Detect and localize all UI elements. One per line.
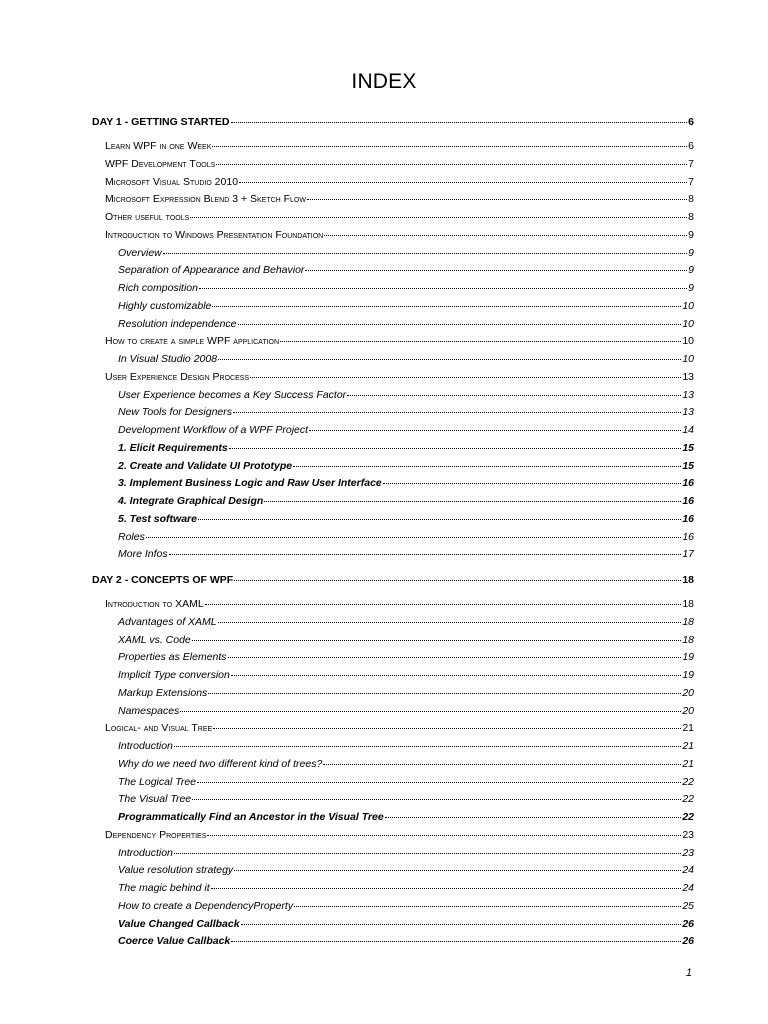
- toc-subsection-entry[interactable]: [118, 317, 694, 331]
- toc-entry-page-number: 10: [682, 317, 694, 330]
- dot-leader: [180, 711, 681, 712]
- toc-entry-label: Resolution independence: [118, 317, 237, 330]
- dot-leader: [231, 675, 681, 676]
- toc-subsection-entry[interactable]: [118, 881, 694, 895]
- toc-entry-page-number: 9: [688, 228, 694, 241]
- toc-entry-page-number: 22: [682, 775, 694, 788]
- toc-subsection-entry[interactable]: [118, 704, 694, 718]
- toc-entry-label: Advantages of XAML: [118, 615, 217, 628]
- toc-entry-label: Value resolution strategy: [118, 864, 234, 877]
- page-title: INDEX: [351, 70, 417, 93]
- toc-entry-label: 4. Integrate Graphical Design: [118, 495, 264, 507]
- toc-entry-label: Microsoft Expression Blend 3 + Sketch Flow: [105, 193, 306, 206]
- toc-entry-page-number: 21: [682, 722, 694, 735]
- dot-leader: [212, 306, 681, 307]
- toc-entry-label: XAML vs. Code: [118, 633, 191, 646]
- dot-leader: [218, 622, 682, 623]
- dot-leader: [207, 835, 681, 836]
- dot-leader: [234, 580, 681, 581]
- toc-entry-label: The Visual Tree: [118, 793, 192, 806]
- toc-entry-page-number: 6: [688, 116, 694, 128]
- dot-leader: [307, 199, 687, 200]
- dot-leader: [198, 519, 681, 520]
- toc-entry-page-number: 24: [682, 864, 694, 877]
- dot-leader: [293, 466, 681, 467]
- toc-entry-page-number: 7: [688, 157, 694, 170]
- toc-subsection-entry[interactable]: [118, 633, 694, 647]
- toc-entry-page-number: 9: [688, 282, 694, 294]
- footer-page-number: 1: [685, 967, 692, 979]
- toc-entry-label: Development Workflow of a WPF Project: [118, 424, 309, 436]
- dot-leader: [264, 501, 681, 502]
- toc-entry-page-number: 9: [688, 264, 694, 277]
- toc-subsection-entry[interactable]: [118, 775, 694, 789]
- toc-entry-page-number: 15: [682, 459, 694, 472]
- toc-entry-label: Separation of Appearance and Behavior: [118, 264, 305, 277]
- toc-section-entry[interactable]: [105, 370, 694, 384]
- dot-leader: [197, 782, 681, 783]
- toc-entry-page-number: 8: [688, 211, 694, 223]
- dot-leader: [205, 604, 682, 605]
- toc-subsection-entry[interactable]: [118, 686, 694, 700]
- toc-subsection-entry[interactable]: [118, 423, 694, 437]
- toc-entry-page-number: 23: [682, 846, 694, 859]
- toc-subsection-entry[interactable]: [118, 459, 694, 473]
- toc-entry-page-number: 18: [682, 574, 694, 586]
- toc-subsection-entry[interactable]: [118, 739, 694, 753]
- dot-leader: [305, 270, 687, 271]
- toc-entry-label: Introduction: [118, 846, 173, 859]
- toc-entry-label: The magic behind it: [118, 882, 210, 894]
- toc-entry-label: Coerce Value Callback: [118, 935, 231, 948]
- dot-leader: [174, 746, 681, 747]
- toc-entry-label: New Tools for Designers: [118, 406, 232, 419]
- toc-entry-label: Dependency Properties: [105, 828, 207, 841]
- dot-leader: [231, 122, 688, 123]
- toc-section-entry[interactable]: [105, 721, 694, 735]
- toc-entry-page-number: 10: [682, 299, 694, 312]
- dot-leader: [383, 483, 682, 484]
- toc-entry-label: User Experience Design Process: [105, 370, 250, 383]
- toc-entry-label: Logical- and Visual Tree: [105, 722, 213, 735]
- toc-subsection-entry[interactable]: [118, 263, 694, 277]
- toc-subsection-entry[interactable]: [118, 934, 694, 948]
- toc-entry-page-number: 22: [682, 793, 694, 806]
- toc-entry-page-number: 16: [682, 477, 694, 490]
- toc-entry-page-number: 20: [682, 686, 694, 699]
- toc-subsection-entry[interactable]: [118, 757, 694, 771]
- toc-subsection-entry[interactable]: [118, 792, 694, 806]
- toc-section-entry[interactable]: [105, 139, 694, 153]
- dot-leader: [233, 412, 681, 413]
- toc-subsection-entry[interactable]: [118, 668, 694, 682]
- toc-entry-page-number: 10: [682, 335, 694, 348]
- toc-entry-page-number: 7: [688, 175, 694, 188]
- dot-leader: [324, 235, 687, 236]
- dot-leader: [216, 164, 687, 165]
- toc-subsection-entry[interactable]: [118, 476, 694, 490]
- toc-entry-page-number: 17: [682, 548, 694, 561]
- toc-entry-page-number: 24: [682, 882, 694, 894]
- toc-entry-label: Roles: [118, 530, 145, 543]
- toc-entry-label: Rich composition: [118, 282, 198, 294]
- toc-section-entry[interactable]: [105, 828, 694, 842]
- toc-entry-label: Introduction to XAML: [105, 598, 204, 610]
- toc-subsection-entry[interactable]: [118, 281, 694, 295]
- toc-entry-page-number: 19: [682, 669, 694, 681]
- dot-leader: [218, 359, 681, 360]
- dot-leader: [239, 182, 687, 183]
- dot-leader: [190, 217, 687, 218]
- toc-entry-label: Implicit Type conversion: [118, 669, 230, 681]
- toc-entry-page-number: 18: [682, 598, 694, 610]
- toc-entry-page-number: 26: [682, 935, 694, 948]
- toc-entry-label: Markup Extensions: [118, 686, 208, 699]
- toc-entry-page-number: 9: [688, 246, 694, 259]
- dot-leader: [238, 324, 682, 325]
- dot-leader: [234, 870, 681, 871]
- toc-entry-label: DAY 2 - CONCEPTS OF WPF: [92, 574, 234, 586]
- toc-entry-label: Microsoft Visual Studio 2010: [105, 175, 239, 188]
- dot-leader: [250, 377, 681, 378]
- toc-entry-page-number: 18: [682, 633, 694, 646]
- dot-leader: [323, 764, 681, 765]
- toc-entry-page-number: 16: [682, 530, 694, 543]
- dot-leader: [294, 906, 681, 907]
- toc-subsection-entry[interactable]: [118, 810, 694, 824]
- toc-subsection-entry[interactable]: [118, 352, 694, 366]
- dot-leader: [192, 799, 681, 800]
- dot-leader: [347, 395, 681, 396]
- dot-leader: [174, 853, 681, 854]
- toc-subsection-entry[interactable]: [118, 441, 694, 455]
- toc-entry-label: DAY 1 - GETTING STARTED: [92, 116, 230, 128]
- toc-entry-page-number: 20: [682, 704, 694, 717]
- toc-entry-label: Why do we need two different kind of trees?: [118, 757, 323, 770]
- toc-entry-page-number: 21: [682, 740, 694, 752]
- toc-entry-page-number: 13: [682, 406, 694, 419]
- toc-subsection-entry[interactable]: [118, 650, 694, 664]
- toc-entry-page-number: 25: [682, 899, 694, 912]
- toc-subsection-entry[interactable]: [118, 846, 694, 860]
- dot-leader: [211, 888, 682, 889]
- dot-leader: [163, 253, 687, 254]
- toc-entry-page-number: 8: [688, 193, 694, 206]
- toc-chapter-entry[interactable]: [92, 115, 694, 129]
- toc-subsection-entry[interactable]: [118, 246, 694, 260]
- toc-entry-page-number: 26: [682, 917, 694, 930]
- toc-entry-page-number: 13: [682, 388, 694, 401]
- toc-subsection-entry[interactable]: [118, 899, 694, 913]
- toc-subsection-entry[interactable]: [118, 494, 694, 508]
- toc-entry-page-number: 13: [682, 370, 694, 383]
- toc-entry-page-number: 19: [682, 651, 694, 664]
- toc-entry-label: Highly customizable: [118, 299, 212, 312]
- toc-entry-page-number: 16: [682, 512, 694, 525]
- toc-entry-label: 1. Elicit Requirements: [118, 441, 228, 454]
- toc-entry-label: Namespaces: [118, 704, 180, 717]
- toc-entry-label: Programmatically Find an Ancestor in the Visual Tree: [118, 811, 384, 823]
- dot-leader: [241, 924, 682, 925]
- toc-entry-label: 3. Implement Business Logic and Raw User Interface: [118, 477, 382, 490]
- toc-section-entry[interactable]: [105, 334, 694, 348]
- toc-section-entry[interactable]: [105, 175, 694, 189]
- toc-entry-page-number: 10: [682, 353, 694, 365]
- dot-leader: [228, 657, 682, 658]
- toc-entry-page-number: 6: [688, 140, 694, 152]
- toc-subsection-entry[interactable]: [118, 917, 694, 931]
- toc-entry-page-number: 16: [682, 495, 694, 507]
- toc-section-entry[interactable]: [105, 228, 694, 242]
- toc-subsection-entry[interactable]: [118, 299, 694, 313]
- dot-leader: [208, 693, 681, 694]
- toc-section-entry[interactable]: [105, 597, 694, 611]
- toc-entry-label: The Logical Tree: [118, 775, 197, 788]
- toc-chapter-entry[interactable]: [92, 573, 694, 587]
- toc-subsection-entry[interactable]: [118, 388, 694, 402]
- dot-leader: [146, 537, 681, 538]
- toc-entry-page-number: 14: [682, 424, 694, 436]
- toc-entry-label: More Infos: [118, 548, 168, 561]
- toc-entry-label: WPF Development Tools: [105, 157, 216, 170]
- toc-entry-label: How to create a simple WPF application: [105, 335, 280, 348]
- dot-leader: [213, 728, 681, 729]
- dot-leader: [309, 430, 681, 431]
- toc-entry-label: Value Changed Callback: [118, 917, 240, 930]
- dot-leader: [229, 448, 682, 449]
- toc-section-entry[interactable]: [105, 210, 694, 224]
- toc-subsection-entry[interactable]: [118, 547, 694, 561]
- dot-leader: [231, 941, 681, 942]
- dot-leader: [192, 640, 682, 641]
- toc-entry-label: Introduction to Windows Presentation Foundation: [105, 228, 324, 241]
- toc-entry-page-number: 21: [682, 757, 694, 770]
- toc-subsection-entry[interactable]: [118, 863, 694, 877]
- toc-subsection-entry[interactable]: [118, 615, 694, 629]
- toc-entry-label: Overview: [118, 246, 162, 259]
- toc-subsection-entry[interactable]: [118, 530, 694, 544]
- toc-entry-label: 2. Create and Validate UI Prototype: [118, 459, 293, 472]
- toc-entry-page-number: 22: [682, 811, 694, 823]
- toc-entry-label: 5. Test software: [118, 512, 197, 525]
- dot-leader: [280, 341, 681, 342]
- toc-entry-page-number: 18: [682, 615, 694, 628]
- toc-entry-label: Other useful tools: [105, 211, 190, 223]
- dot-leader: [385, 817, 682, 818]
- dot-leader: [169, 554, 682, 555]
- toc-section-entry[interactable]: [105, 157, 694, 171]
- toc-entry-label: Introduction: [118, 740, 173, 752]
- toc-entry-label: Properties as Elements: [118, 651, 227, 664]
- toc-entry-label: In Visual Studio 2008: [118, 353, 218, 365]
- toc-entry-label: User Experience becomes a Key Success Factor: [118, 388, 347, 401]
- toc-subsection-entry[interactable]: [118, 512, 694, 526]
- toc-subsection-entry[interactable]: [118, 405, 694, 419]
- dot-leader: [199, 288, 687, 289]
- toc-entry-label: Learn WPF in one Week: [105, 140, 212, 152]
- dot-leader: [212, 146, 687, 147]
- toc-section-entry[interactable]: [105, 192, 694, 206]
- toc-entry-page-number: 23: [682, 828, 694, 841]
- toc-entry-label: How to create a DependencyProperty: [118, 899, 294, 912]
- toc-entry-page-number: 15: [682, 441, 694, 454]
